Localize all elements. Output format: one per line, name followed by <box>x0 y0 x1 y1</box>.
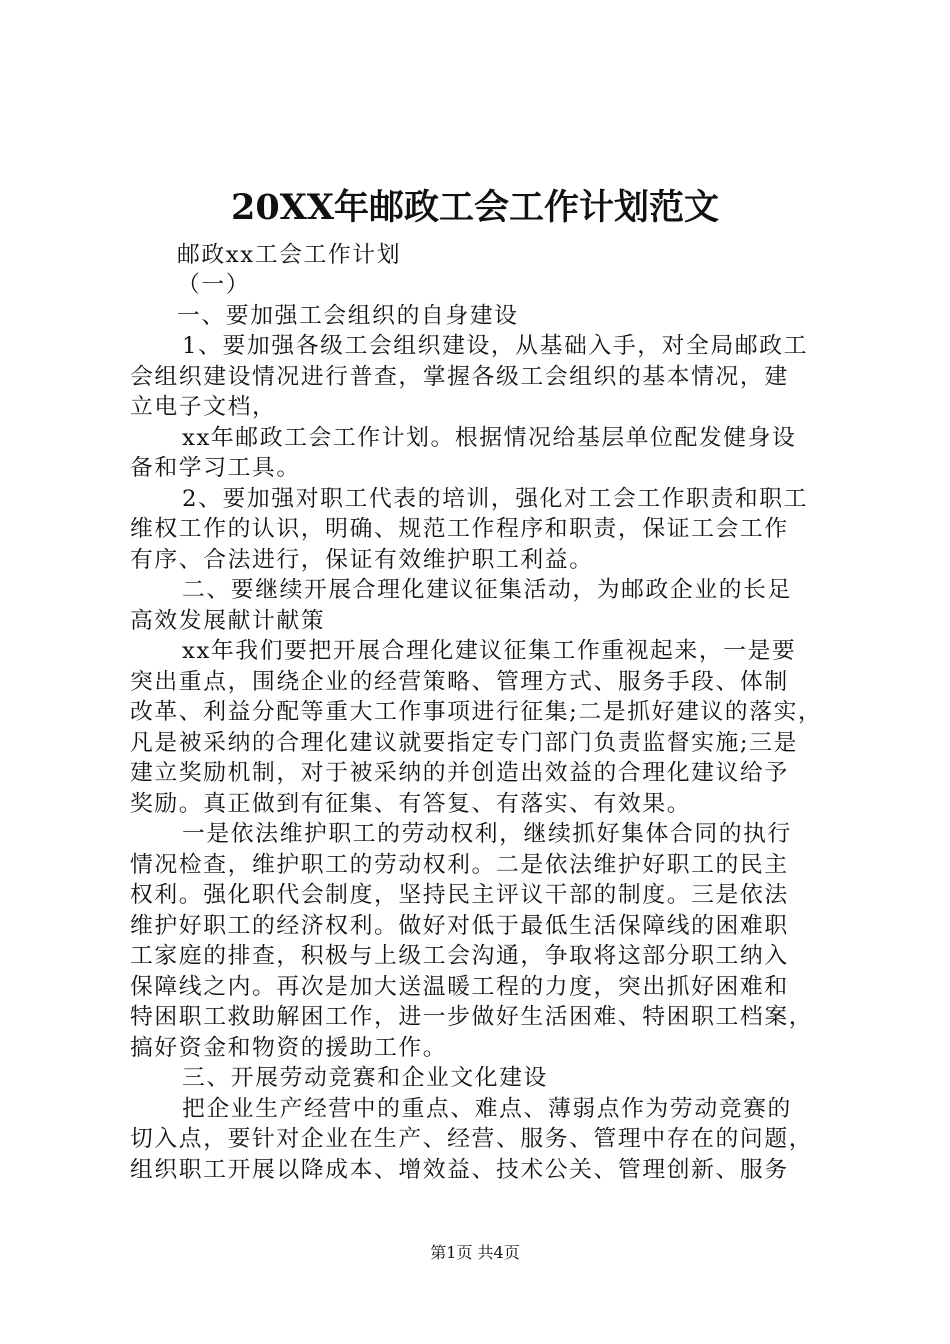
paragraph-line: 三、开展劳动竞赛和企业文化建设 <box>182 1065 548 1091</box>
paragraph-line: 权利。强化职代会制度，坚持民主评议干部的制度。三是依法 <box>130 882 789 908</box>
document-title: 20XX年邮政工会工作计划范文 <box>230 187 720 228</box>
paragraph-line: 维护好职工的经济权利。做好对低于最低生活保障线的困难职 <box>130 912 789 939</box>
paragraph-line: 突出重点，围绕企业的经营策略、管理方式、服务手段、体制 <box>130 668 789 695</box>
paragraph-line: 一是依法维护职工的劳动权利，继续抓好集体合同的执行 <box>182 821 792 847</box>
paragraph-line: 维权工作的认识，明确、规范工作程序和职责，保证工会工作 <box>130 516 789 542</box>
page-number-footer: 第1页 共4页 <box>430 1243 520 1262</box>
paragraph-line: 高效发展献计献策 <box>130 607 326 634</box>
paragraph-line: 二、要继续开展合理化建议征集活动，为邮政企业的长足 <box>182 577 792 603</box>
paragraph-line: xx年邮政工会工作计划。根据情况给基层单位配发健身设 <box>182 424 797 451</box>
paragraph-line: xx年我们要把开展合理化建议征集工作重视起来，一是要 <box>182 638 797 664</box>
paragraph-line: 保障线之内。再次是加大送温暖工程的力度，突出抓好困难和 <box>130 973 789 1000</box>
paragraph-line: 会组织建设情况进行普查，掌握各级工会组织的基本情况，建 <box>130 363 789 390</box>
paragraph-line: 工家庭的排查，积极与上级工会沟通，争取将这部分职工纳入 <box>130 943 789 969</box>
paragraph-line: 凡是被采纳的合理化建议就要指定专门部门负责监督实施;三是 <box>130 729 798 756</box>
paragraph-line: 建立奖励机制，对于被采纳的并创造出效益的合理化建议给予 <box>130 760 789 786</box>
paragraph-line: 1、要加强各级工会组织建设，从基础入手，对全局邮政工 <box>182 333 809 359</box>
paragraph-line: 奖励。真正做到有征集、有答复、有落实、有效果。 <box>130 790 692 817</box>
paragraph-line: 邮政xx工会工作计划 <box>177 241 402 268</box>
paragraph-line: 有序、合法进行，保证有效维护职工利益。 <box>130 546 594 573</box>
paragraph-line: 立电子文档， <box>130 394 277 420</box>
paragraph-line: 备和学习工具。 <box>130 455 301 481</box>
paragraph-line: 特困职工救助解困工作，进一步做好生活困难、特困职工档案， <box>130 1004 814 1030</box>
document-body <box>130 209 830 1185</box>
paragraph-line: 搞好资金和物资的援助工作。 <box>130 1034 448 1061</box>
paragraph-line: 把企业生产经营中的重点、难点、薄弱点作为劳动竞赛的 <box>182 1095 792 1122</box>
paragraph-line: 一、要加强工会组织的自身建设 <box>177 302 519 329</box>
paragraph-line <box>130 209 830 240</box>
paragraph-line: 情况检查，维护职工的劳动权利。二是依法维护好职工的民主 <box>130 851 789 878</box>
paragraph-line: 组织职工开展以降成本、增效益、技术公关、管理创新、服务 <box>130 1156 789 1183</box>
paragraph-line: 改革、利益分配等重大工作事项进行征集;二是抓好建议的落实， <box>130 699 823 725</box>
paragraph-line: （一） <box>177 272 251 298</box>
paragraph-line: 2、要加强对职工代表的培训，强化对工会工作职责和职工 <box>182 485 809 512</box>
paragraph-line: 切入点，要针对企业在生产、经营、服务、管理中存在的问题， <box>130 1126 814 1152</box>
